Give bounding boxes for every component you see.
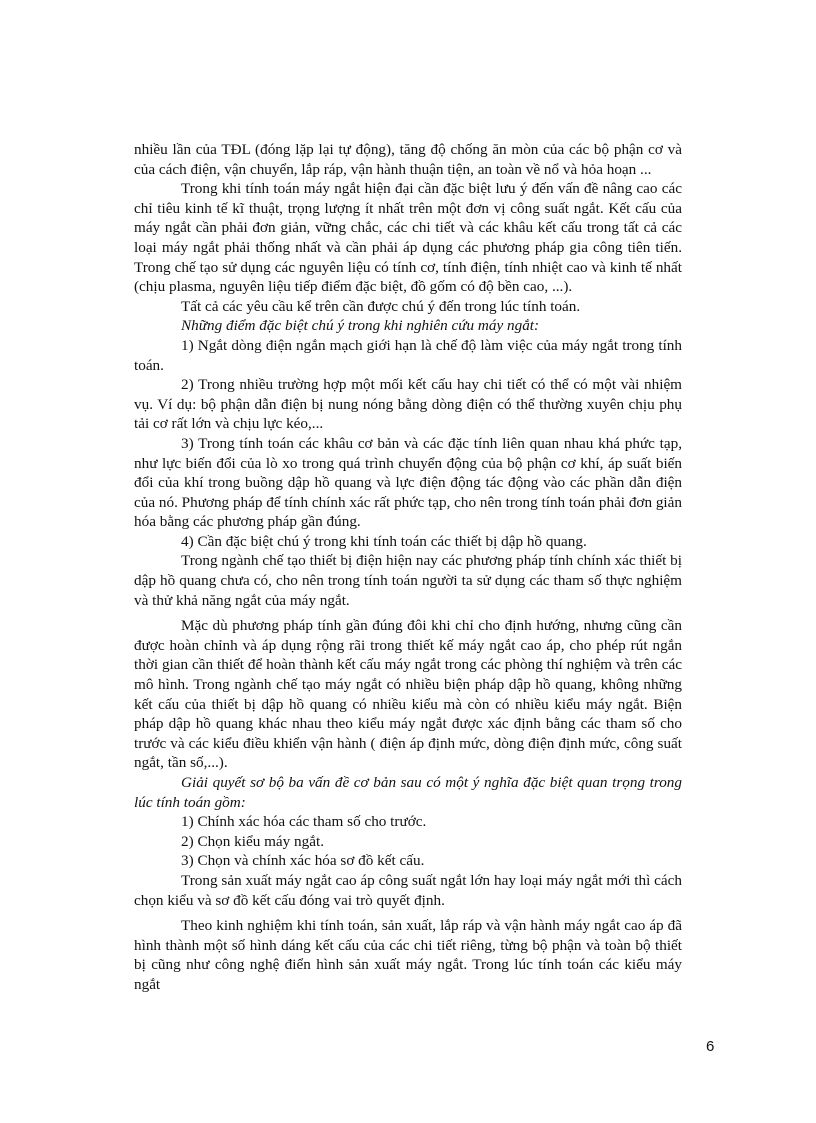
step-item-3: 3) Chọn và chính xác hóa sơ đồ kết cấu. <box>181 852 425 870</box>
paragraph-experience: Theo kinh nghiệm khi tính toán, sản xuất, lắp ráp và vận hành máy ngắt cao áp đã hình thành một số hình dáng kết cấu của các chi tiết riêng, từng bộ phận và toàn bộ thiết bị cũng như công nghệ điển hình sản xuất máy ngắt. Trong lúc tính toán các kiểu máy ngắt <box>134 917 682 993</box>
paragraph-arc-quenching: Trong ngành chế tạo thiết bị điện hiện nay các phương pháp tính chính xác thiết bị dập hồ quang chưa có, cho nên trong tính toán người ta sử dụng các tham số thực nghiệm và thử khả năng ngắt của máy ngắt. <box>134 552 682 609</box>
document-body <box>134 140 682 995</box>
list-item-2: 2) Trong nhiều trường hợp một mối kết cấu hay chi tiết có thể có một vài nhiệm vụ. Ví dụ: bộ phận dẫn điện bị nung nóng bằng dòng điện có thể thường xuyên chịu phụ tải cơ rất lớn và chịu lực kéo,... <box>134 376 682 433</box>
paragraph-approximate-method: Mặc dù phương pháp tính gần đúng đôi khi chỉ cho định hướng, nhưng cũng cần được hoàn chỉnh và áp dụng rộng rãi trong thiết kế máy ngắt cao áp, cho phép rút ngắn thời gian cần thiết để hoàn thành kết cấu máy ngắt trong các phòng thí nghiệm và trên các mô hình. Trong ngành chế tạo máy ngắt có nhiều biện pháp dập hồ quang, không những kết cấu của thiết bị dập hồ quang có nhiều kiểu mà còn có nhiều kiểu máy ngắt. Biện pháp dập hồ quang khác nhau theo kiểu máy ngắt được xác định bằng các tham số cho trước và các kiểu điều khiển vận hành ( điện áp định mức, dòng điện định mức, công suất ngắt, tần số,...). <box>134 617 682 772</box>
paragraph-requirements: Tất cả các yêu cầu kể trên cần được chú ý đến trong lúc tính toán. <box>181 297 581 315</box>
subheading-three-problems: Giải quyết sơ bộ ba vấn đề cơ bản sau có một ý nghĩa đặc biệt quan trọng trong lúc tính toán gồm: <box>134 774 682 811</box>
paragraph-production: Trong sản xuất máy ngắt cao áp công suất ngắt lớn hay loại máy ngắt mới thì cách chọn kiểu và sơ đồ kết cấu đóng vai trò quyết định. <box>134 871 682 909</box>
list-item-3: 3) Trong tính toán các khâu cơ bản và các đặc tính liên quan nhau khá phức tạp, như lực biến đổi của lò xo trong quá trình chuyển động của bộ phận cơ khí, áp suất biến đổi của khí trong buồng dập hồ quang và lực điện động tác động vào các phần dẫn điện của nó. Phương pháp để tính chính xác rất phức tạp, cho nên trong tính toán phải đơn giản hóa bằng các phương pháp gần đúng. <box>134 434 682 531</box>
subheading-special-notes: Những điểm đặc biệt chú ý trong khi nghiên cứu máy ngắt: <box>181 317 540 335</box>
list-item-1: 1) Ngắt dòng điện ngắn mạch giới hạn là chế độ làm việc của máy ngắt trong tính toán. <box>134 336 682 374</box>
page-number: 6 <box>706 1038 715 1055</box>
list-item-4: 4) Cần đặc biệt chú ý trong khi tính toán các thiết bị dập hồ quang. <box>181 532 587 550</box>
step-item-2: 2) Chọn kiểu máy ngắt. <box>181 832 324 850</box>
paragraph-modern-breaker: Trong khi tính toán máy ngắt hiện đại cần đặc biệt lưu ý đến vấn đề nâng cao các chỉ tiêu kinh tế kĩ thuật, trọng lượng ít nhất trên một đơn vị công suất ngắt. Kết cấu của máy ngắt cần phải đơn giản, vững chắc, các chi tiết và các khâu kết cấu trong tất cả các loại máy ngắt phải thống nhất và cần phải áp dụng các phương pháp gia công tiên tiến. Trong chế tạo sử dụng các nguyên liệu có tính cơ, tính điện, tính nhiệt cao và kinh tế nhất (chịu plasma, nguyên liệu tiếp điểm đặc biệt, đồ gốm có độ bền cao, ...). <box>134 180 682 296</box>
step-item-1: 1) Chính xác hóa các tham số cho trước. <box>181 813 427 831</box>
paragraph-continuation: nhiều lần của TĐL (đóng lặp lại tự động), tăng độ chống ăn mòn của các bộ phận cơ và của cách điện, vận chuyển, lắp ráp, vận hành thuận tiện, an toàn về nổ và hỏa hoạn ... <box>134 141 682 178</box>
